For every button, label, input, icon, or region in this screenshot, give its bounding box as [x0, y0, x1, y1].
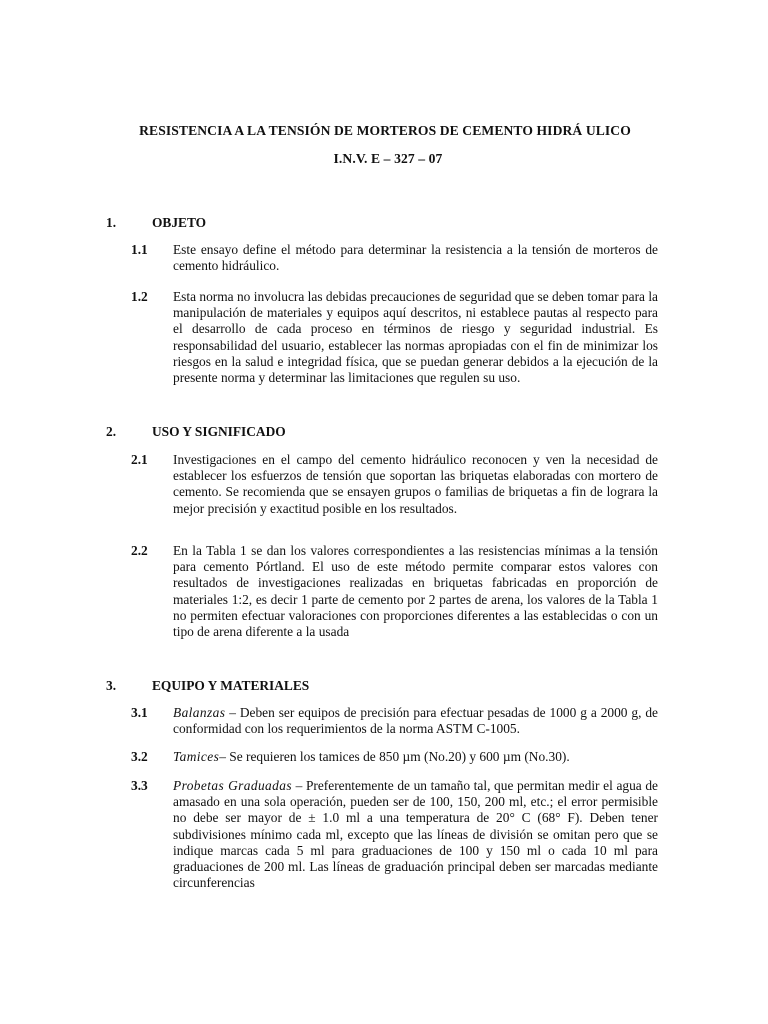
section-title: OBJETO [152, 215, 207, 230]
section-title: USO Y SIGNIFICADO [152, 424, 286, 439]
section-number: 3. [106, 678, 117, 693]
section-heading-objeto [106, 215, 206, 231]
section-title: EQUIPO Y MATERIALES [152, 678, 310, 693]
paragraph-text [173, 705, 658, 737]
paragraph-number: 3.1 [131, 705, 148, 720]
paragraph-text: Investigaciones en el campo del cemento hidráulico reconocen y ven la necesidad de establecer los esfuerzos de tensión que soportan las briquetas elaboradas con mortero de cemento. Se recomienda que se ensayen grupos o familias de briquetas a fin de lograra la mejor precisión y exactitud posible en los resultados. [173, 452, 658, 516]
term-probetas-graduadas: Probetas Graduadas [173, 778, 292, 793]
paragraph-text: Este ensayo define el método para determinar la resistencia a la tensión de morteros de cemento hidráulico. [173, 242, 658, 274]
paragraph-text: Esta norma no involucra las debidas precauciones de seguridad que se deben tomar para la manipulación de materiales y equipos aquí descritos, ni establece pautas al respecto para el desarrollo de cada proceso en términos de riesgo y seguridad industrial. Es responsabilidad del usuario, establecer las normas apropiadas con el fin de minimizar los riesgos en la salud e integridad física, que se puedan generar debidos a la ejecución de la presente norma y determinar las limitaciones que regulen su uso. [173, 289, 658, 386]
document-code: I.N.V. E – 327 – 07 [333, 151, 443, 166]
paragraph-number: 1.1 [131, 242, 148, 257]
paragraph-text: En la Tabla 1 se dan los valores correspondientes a las resistencias mínimas a la tensión para cemento Pórtland. El uso de este método permite comparar estos valores con resultados de investigaciones realizadas en briquetas fabricadas en proporción de materiales 1:2, es decir 1 parte de cemento por 2 partes de arena, los valores de la Tabla 1 no permiten efectuar valoraciones con proporciones diferentes a las establecidas o con un tipo de arena diferente a la usada [173, 543, 658, 640]
paragraph-text [173, 749, 658, 765]
term-balanzas: Balanzas [173, 705, 226, 720]
section-number: 2. [106, 424, 117, 439]
document-title: RESISTENCIA A LA TENSIÓN DE MORTEROS DE CEMENTO HIDRÁ ULICO [139, 123, 631, 138]
paragraph-number: 3.2 [131, 749, 148, 764]
section-heading-uso-y-significado [106, 424, 286, 440]
section-number: 1. [106, 215, 117, 230]
section-heading-equipo-y-materiales [106, 678, 309, 694]
paragraph-number: 3.3 [131, 778, 148, 793]
paragraph-text [173, 778, 658, 891]
term-tamices: Tamices [173, 749, 220, 764]
paragraph-body: – Se requieren los tamices de 850 µm (No.20) y 600 µm (No.30). [219, 749, 570, 764]
paragraph-number: 1.2 [131, 289, 148, 304]
paragraph-body: – Preferentemente de un tamaño tal, que permitan medir el agua de amasado en una sola operación, pueden ser de 100, 150, 200 ml, etc.; el error permisible no debe ser mayor de ± 1.0 ml a una temperatura de 20° C (68° F). Deben tener subdivisiones mínimo cada ml, excepto que las líneas de división se omitan pero que se indique marcas cada 5 ml para graduaciones de 100 y 150 ml o cada 10 ml para graduaciones de 200 ml. Las líneas de graduación principal deben ser marcadas mediante circunferencias [173, 778, 659, 891]
paragraph-number: 2.2 [131, 543, 148, 558]
paragraph-body: – Deben ser equipos de precisión para efectuar pesadas de 1000 g a 2000 g, de conformidad con los requerimientos de la norma ASTM C-1005. [173, 705, 658, 737]
paragraph-number: 2.1 [131, 452, 148, 467]
